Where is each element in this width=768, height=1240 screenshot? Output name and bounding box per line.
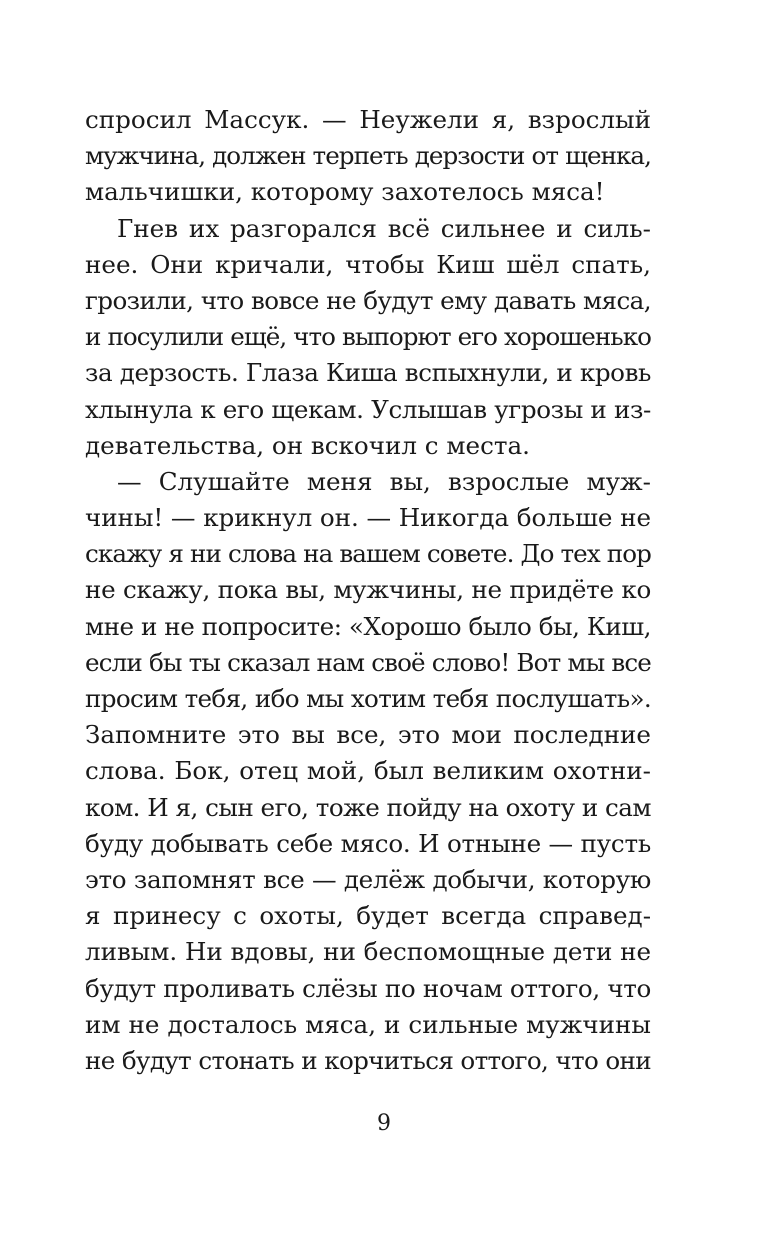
- text-line: нее. Они кричали, чтобы Киш шёл спать,: [85, 249, 651, 279]
- text-line: просим тебя, ибо мы хотим тебя послушать».: [85, 684, 651, 713]
- text-line: скажу я ни слова на вашем совете. До тех пор: [85, 539, 651, 569]
- text-line: им не досталось мяса, и сильные мужчины: [85, 1009, 651, 1039]
- text-line: ливым. Ни вдовы, ни беспомощные дети не: [85, 937, 651, 967]
- text-line: чины! — крикнул он. — Никогда больше не: [85, 503, 651, 533]
- text-line: мне и не попросите: «Хорошо было бы, Киш,: [85, 611, 651, 641]
- page-number: 9: [377, 1111, 391, 1136]
- page-text: [85, 102, 651, 1079]
- text-line: спросил Массук. — Неужели я, взрослый: [85, 105, 651, 134]
- text-line: девательства, он вскочил с места.: [85, 430, 530, 460]
- text-line: грозили, что вовсе не будут ему давать мяса,: [85, 285, 651, 315]
- text-line: за дерзость. Глаза Киша вспыхнули, и кровь: [85, 358, 651, 388]
- text-line: я принесу с охоты, будет всегда справед-: [85, 901, 651, 931]
- paragraph-start-line: — Слушайте меня вы, взрослые муж-: [117, 466, 651, 496]
- text-line: хлынула к его щекам. Услышав угрозы и из-: [85, 394, 651, 424]
- text-line: это запомнят все — делёж добычи, которую: [85, 864, 651, 894]
- text-line: не скажу, пока вы, мужчины, не придёте ко: [85, 575, 651, 605]
- text-line: будут проливать слёзы по ночам оттого, что: [85, 973, 651, 1003]
- text-line: мальчишки, которому захотелось мяса!: [85, 177, 605, 207]
- text-line: не будут стонать и корчиться оттого, что они: [85, 1045, 651, 1075]
- paragraph-start-line: Гнев их разгорался всё сильнее и силь-: [117, 213, 651, 243]
- text-line: Запомните это вы все, это мои последние: [85, 720, 651, 750]
- text-line: если бы ты сказал нам своё слово! Вот мы все: [85, 647, 651, 677]
- text-line: мужчина, должен терпеть дерзости от щенка,: [85, 141, 651, 171]
- text-line: и посулили ещё, что выпорют его хорошенько: [85, 322, 651, 352]
- text-line: буду добывать себе мясо. И отныне — пусть: [85, 828, 651, 858]
- text-line: слова. Бок, отец мой, был великим охотни-: [85, 756, 651, 786]
- text-line: ком. И я, сын его, тоже пойду на охоту и сам: [85, 792, 651, 822]
